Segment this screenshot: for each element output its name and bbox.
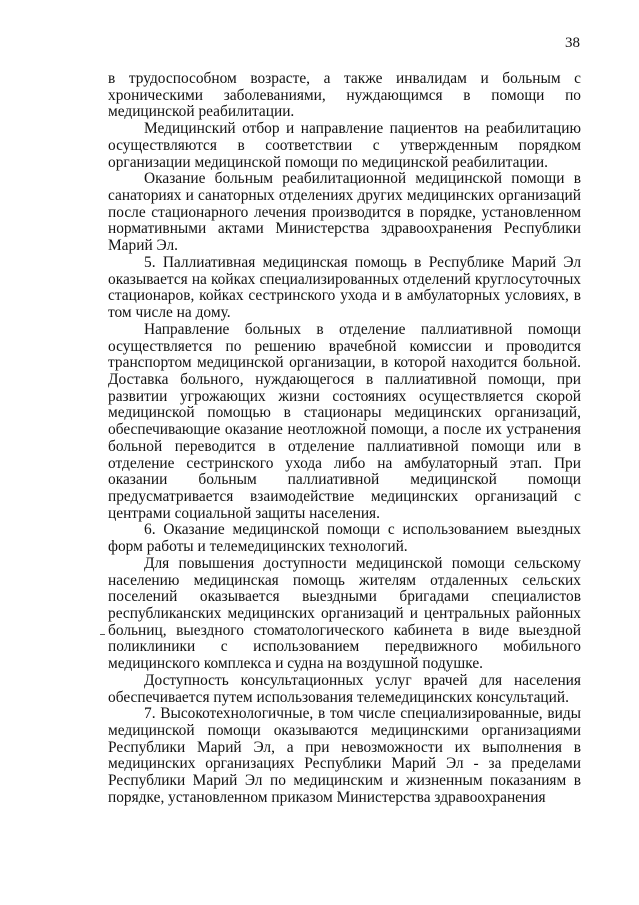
margin-mark <box>100 634 105 635</box>
paragraph-rural-access: Для повышения доступности медицинской помощи сельскому населению медицинская помощь жителям отдаленных сельских поселений оказывается выездными бригадами специалистов республиканских медицинских организаций и центральных районных больниц, выездного стоматологического кабинета в виде выездной поликлиники с использованием передвижного мобильного медицинского комплекса и судна на воздушной подушке. <box>108 554 581 673</box>
paragraph-mobile-forms-heading: 6. Оказание медицинской помощи с использованием выездных форм работы и телемедицинских технологий. <box>108 521 581 556</box>
document-body <box>108 71 581 807</box>
paragraph-medical-selection: Медицинский отбор и направление пациентов на реабилитацию осуществляются в соответствии с утвержденным порядком организации медицинской помощи по медицинской реабилитации. <box>108 120 581 171</box>
paragraph-continuation: в трудоспособном возрасте, а также инвалидам и больным с хроническими заболеваниями, нуждающимся в помощи по медицинской реабилитации. <box>108 70 581 121</box>
paragraph-palliative-referral: Направление больных в отделение паллиативной помощи осуществляется по решению врачебной комиссии и проводится транспортом медицинской организации, в которой находится больной. Доставка больного, нуждающегося в паллиативной помощи, при развитии угрожающих жизни состояниях осуществляется скорой медицинской помощью в стационары медицинских организаций, обеспечивающие оказание неотложной помощи, а после их устранения больной переводится в отделение паллиативной помощи или в отделение сестринского ухода либо на амбулаторный этап. При оказании больным паллиативной медицинской помощи предусматривается взаимодействие медицинских организаций с центрами социальной защиты населения. <box>108 320 581 522</box>
paragraph-palliative-care: 5. Паллиативная медицинская помощь в Республике Марий Эл оказывается на койках специализированных отделений круглосуточных стационаров, койках сестринского ухода и в амбулаторных условиях, в том числе на дому. <box>108 253 581 322</box>
paragraph-telemedicine: Доступность консультационных услуг врачей для населения обеспечивается путем использования телемедицинских консультаций. <box>108 671 581 706</box>
paragraph-high-tech-care: 7. Высокотехнологичные, в том числе специализированные, виды медицинской помощи оказываются медицинскими организациями Республики Марий Эл, а при невозможности их выполнения в медицинских организациях Республики Марий Эл - за пределами Республики Марий Эл по медицинским и жизненным показаниям в порядке, установленном приказом Министерства здравоохранения <box>108 705 581 806</box>
paragraph-sanatorium-rehabilitation: Оказание больным реабилитационной медицинской помощи в санаториях и санаторных отделениях других медицинских организаций после стационарного лечения производится в порядке, установленном нормативными актами Министерства здравоохранения Республики Марий Эл. <box>108 170 581 255</box>
page-number: 38 <box>565 35 580 51</box>
